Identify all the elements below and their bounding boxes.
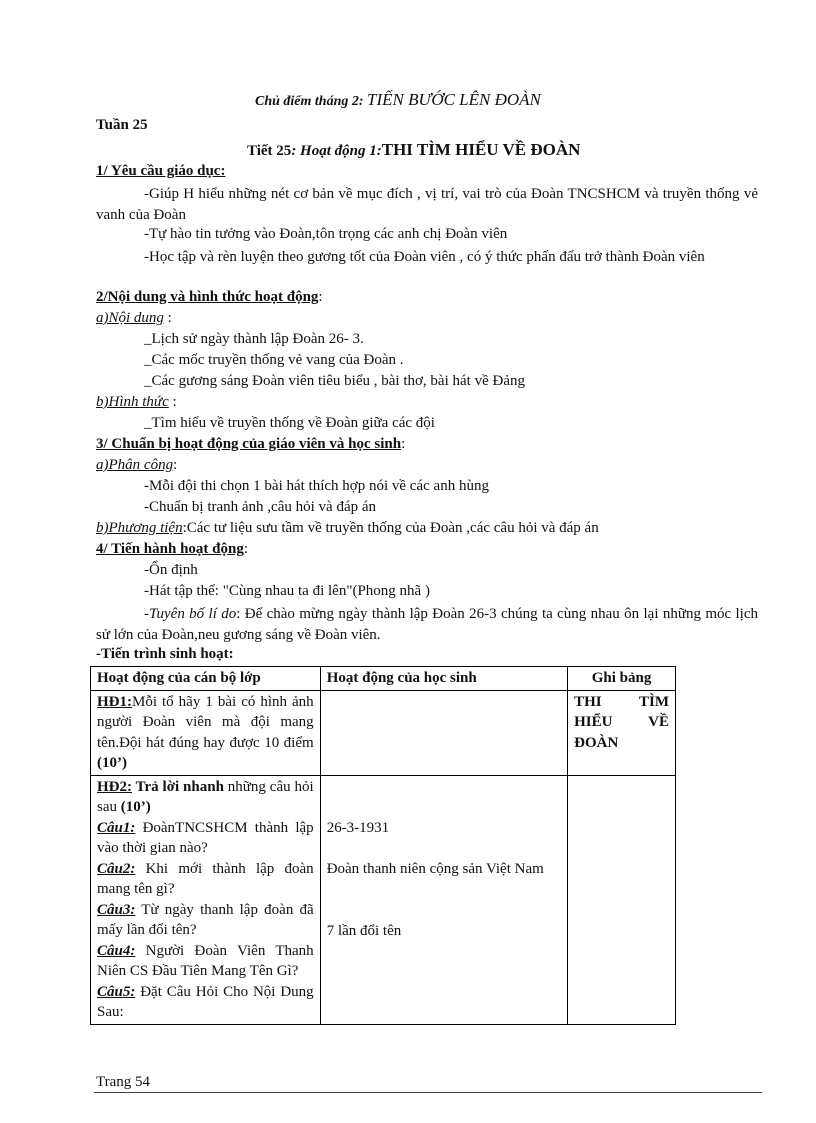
s2-a-label: a)Nội dung xyxy=(96,310,164,326)
hd2-board-cell xyxy=(568,775,676,1024)
section-3-heading xyxy=(96,436,405,453)
question-text: Đặt Câu Hỏi Cho Nội Dung Sau: xyxy=(97,983,314,1020)
s2-a-tail: : xyxy=(167,310,172,326)
question-text: Từ ngày thanh lập đoàn đã mấy lần đổi tên? xyxy=(97,901,314,938)
s3-a-row xyxy=(96,457,177,474)
theme-title xyxy=(255,90,541,110)
hd1-board-cell xyxy=(568,690,676,775)
question-label: Câu4: xyxy=(97,942,136,959)
section-4-heading xyxy=(96,541,248,558)
s2-heading-tail: : xyxy=(318,289,323,305)
question-5 xyxy=(97,982,314,1023)
s4-item-2: -Hát tập thể: "Cùng nhau ta đi lên"(Phong nhã ) xyxy=(144,583,430,599)
question-3 xyxy=(97,900,314,941)
question-text: Khi mới thành lập đoàn mang tên gì? xyxy=(97,860,314,897)
theme-main: TIẾN BƯỚC LÊN ĐOÀN xyxy=(367,90,541,109)
theme-prefix: Chủ điểm tháng 2: xyxy=(255,94,364,109)
page-number: Trang 54 xyxy=(96,1074,151,1090)
s3-a-item-2: -Chuẩn bị tranh ảnh ,câu hỏi và đáp án xyxy=(144,499,377,515)
s2-b-row xyxy=(96,394,177,411)
table-row xyxy=(91,690,676,775)
s2-a-item-3: _Các gương sáng Đoàn viên tiêu biểu , bài thơ, bài hát về Đảng xyxy=(144,373,525,389)
s3-a-item-1: -Mỗi đội thi chọn 1 bài hát thích hợp nói về các anh hùng xyxy=(144,478,489,494)
s2-b-item-1: _Tìm hiểu về truyền thống về Đoàn giữa các đội xyxy=(144,415,435,431)
s4-reason-label: -Tuyên bố lí do xyxy=(144,606,237,622)
s2-a-item-1: _Lịch sử ngày thành lập Đoàn 26- 3. xyxy=(144,331,364,347)
s2-b-tail: : xyxy=(172,394,177,410)
question-label: Câu2: xyxy=(97,860,136,877)
s4-reason-text: : Để chào mừng ngày thành lập Đoàn 26-3 chúng ta cùng nhau ôn lại những móc lịch sử lớn của Đoàn,neu gương sáng về Đoàn viên. xyxy=(96,606,758,643)
question-text: Người Đoàn Viên Thanh Niên CS Đầu Tiên Mang Tên Gì? xyxy=(97,942,314,979)
question-2 xyxy=(97,859,314,900)
hd1-student-cell xyxy=(320,690,567,775)
section-1-heading: 1/ Yêu cầu giáo dục: xyxy=(96,163,226,179)
answer-1: 26-3-1931 xyxy=(326,819,390,836)
s3-a-tail: : xyxy=(173,457,178,473)
s3-b-row xyxy=(96,520,599,537)
hd2-bold: Trả lời nhanh xyxy=(132,778,224,795)
s4-heading-text: 4/ Tiến hành hoạt động xyxy=(96,541,244,557)
hd1-board: THI TÌM HIỂU VỀ ĐOÀN xyxy=(574,693,669,751)
s4-reason xyxy=(96,604,758,646)
lesson-activity: : Hoạt động 1: xyxy=(291,143,382,159)
s2-heading-text: 2/Nội dung và hình thức hoạt động xyxy=(96,289,319,305)
hd2-cell xyxy=(91,775,321,1024)
s2-b-label: b)Hình thức xyxy=(96,394,169,410)
question-label: Câu3: xyxy=(97,901,136,918)
question-4 xyxy=(97,941,314,982)
hd2-time: (10’) xyxy=(120,799,151,815)
hd2-label: HĐ2: xyxy=(97,778,132,795)
s4-heading-tail: : xyxy=(243,541,249,557)
s4-progress: -Tiến trình sinh hoạt: xyxy=(96,646,234,662)
s2-a-row xyxy=(96,310,172,327)
table-header: Hoạt động của cán bộ lớp xyxy=(91,667,321,691)
question-1 xyxy=(97,818,314,859)
answer-2: Đoàn thanh niên cộng sản Việt Nam xyxy=(326,860,544,877)
question-label: Câu1: xyxy=(97,819,136,836)
hd2-text: những câu hỏi sau xyxy=(97,778,314,815)
answer-3: 7 lần đổi tên xyxy=(326,922,402,939)
table-header: Ghi bảng xyxy=(568,667,676,691)
s3-heading-text: 3/ Chuẩn bị hoạt động của giáo viên và học sinh xyxy=(96,436,402,452)
hd2-intro xyxy=(97,777,314,818)
s3-b-label: b)Phương tiện xyxy=(96,520,183,536)
s4-item-1: -Ổn định xyxy=(144,562,198,578)
table-header-row xyxy=(91,667,676,691)
lesson-name: THI TÌM HIỂU VỀ ĐOÀN xyxy=(381,140,581,159)
week-label: Tuần 25 xyxy=(96,117,148,133)
s1-item-2: -Tự hào tin tưởng vào Đoàn,tôn trọng các anh chị Đoàn viên xyxy=(144,226,508,242)
question-label: Câu5: xyxy=(97,983,136,1000)
table-row xyxy=(91,775,676,1024)
hd1-text: Mỗi tổ hãy 1 bài có hình ảnh người Đoàn viên mà đội mang tên.Đội hát đúng hay được 10 điểm xyxy=(97,693,314,751)
lesson-title xyxy=(247,140,580,160)
s1-item-1: -Giúp H hiểu những nét cơ bản về mục đích , vị trí, vai trò của Đoàn TNCSHCM và truyền thống vẻ vanh của Đoàn xyxy=(96,186,758,223)
activity-table xyxy=(90,666,676,1025)
hd2-answers-cell xyxy=(320,775,567,1024)
hd1-time: (10’) xyxy=(97,755,127,771)
s3-a-label: a)Phân công xyxy=(96,457,174,473)
section-2-heading xyxy=(96,289,323,306)
hd1-cell xyxy=(91,690,321,775)
s2-a-item-2: _Các mốc truyền thống vẻ vang của Đoàn . xyxy=(144,352,404,368)
footer-divider xyxy=(94,1092,762,1093)
hd1-label: HĐ1: xyxy=(97,693,132,710)
table-header: Hoạt động của học sinh xyxy=(320,667,567,691)
question-text: ĐoànTNCSHCM thành lập vào thời gian nào? xyxy=(97,819,314,856)
s3-b-text: :Các tư liệu sưu tầm về truyền thống của Đoàn ,các câu hỏi và đáp án xyxy=(182,520,599,536)
s1-item-3: -Học tập và rèn luyện theo gương tốt của Đoàn viên , có ý thức phấn đấu trở thành Đoàn viên xyxy=(144,249,705,265)
lesson-prefix: Tiết 25 xyxy=(247,143,292,159)
s3-heading-tail: : xyxy=(401,436,406,452)
